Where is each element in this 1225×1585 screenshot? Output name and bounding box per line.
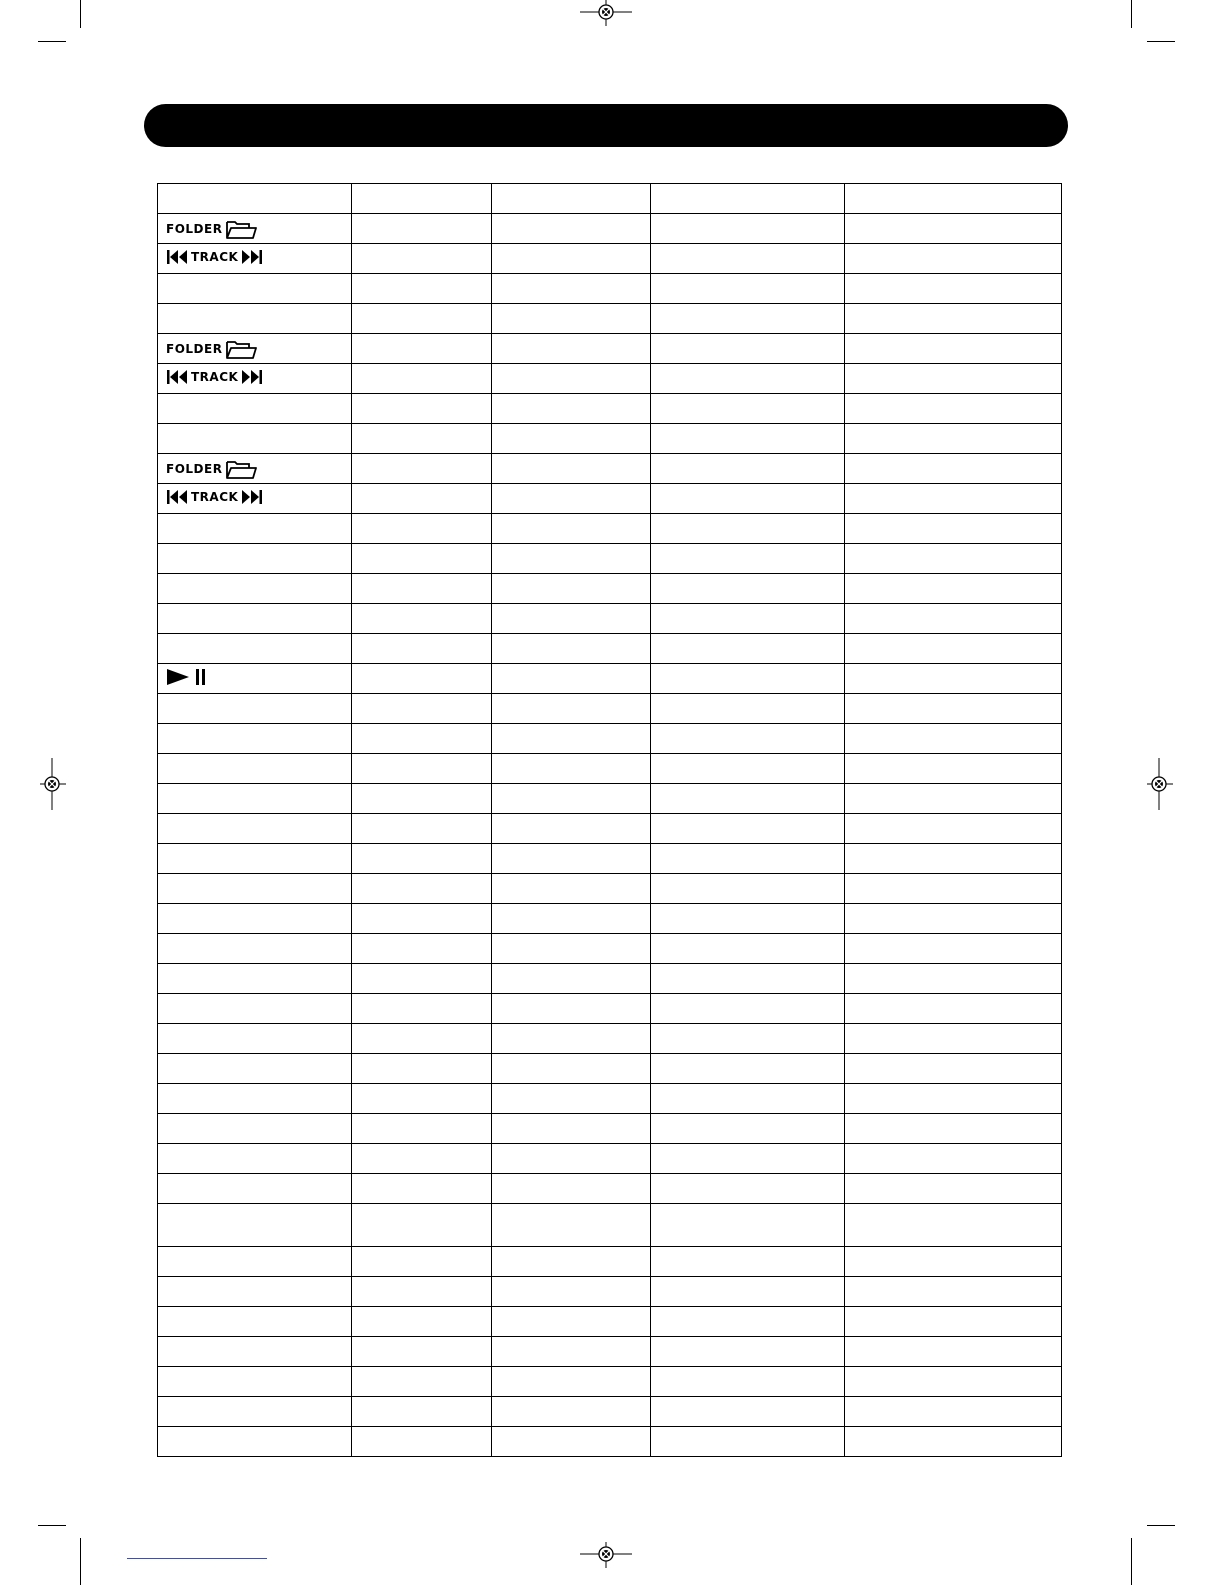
table-row bbox=[158, 544, 1062, 574]
table-cell bbox=[352, 694, 492, 724]
table-cell bbox=[158, 1247, 352, 1277]
table-cell bbox=[492, 334, 651, 364]
crop-mark bbox=[1147, 1525, 1175, 1526]
table-cell bbox=[352, 964, 492, 994]
table-cell bbox=[352, 364, 492, 394]
table-cell bbox=[158, 724, 352, 754]
table-cell bbox=[352, 784, 492, 814]
table-header-row bbox=[158, 184, 1062, 214]
table-cell bbox=[352, 574, 492, 604]
table-cell bbox=[158, 814, 352, 844]
table-row bbox=[158, 664, 1062, 694]
table-cell bbox=[158, 244, 352, 274]
table-cell bbox=[651, 1277, 845, 1307]
table-cell bbox=[352, 1247, 492, 1277]
table-cell bbox=[845, 544, 1062, 574]
table-row bbox=[158, 1144, 1062, 1174]
table-cell bbox=[158, 574, 352, 604]
table-cell bbox=[492, 844, 651, 874]
table-cell bbox=[352, 1204, 492, 1247]
table-cell bbox=[492, 394, 651, 424]
table-cell bbox=[651, 244, 845, 274]
table-row bbox=[158, 244, 1062, 274]
table-cell bbox=[352, 274, 492, 304]
table-cell bbox=[158, 1144, 352, 1174]
table-cell bbox=[845, 334, 1062, 364]
table-cell bbox=[158, 394, 352, 424]
crop-mark bbox=[1131, 0, 1132, 28]
table-cell bbox=[352, 1397, 492, 1427]
table-cell bbox=[352, 514, 492, 544]
table-row bbox=[158, 394, 1062, 424]
track-label: TRACK bbox=[191, 250, 239, 264]
table-row bbox=[158, 1337, 1062, 1367]
table-row bbox=[158, 1277, 1062, 1307]
table-cell bbox=[651, 994, 845, 1024]
header-bar bbox=[144, 104, 1068, 147]
table-row bbox=[158, 1367, 1062, 1397]
table-cell bbox=[492, 1204, 651, 1247]
table-cell bbox=[492, 604, 651, 634]
table-cell bbox=[845, 904, 1062, 934]
table-cell bbox=[845, 454, 1062, 484]
table-row bbox=[158, 1397, 1062, 1427]
table-cell bbox=[845, 1084, 1062, 1114]
spec-table bbox=[157, 183, 1062, 1457]
table-cell bbox=[352, 1024, 492, 1054]
table-cell bbox=[492, 514, 651, 544]
table-cell bbox=[651, 1024, 845, 1054]
table-cell bbox=[352, 1114, 492, 1144]
table-cell bbox=[651, 1204, 845, 1247]
table-cell bbox=[845, 1174, 1062, 1204]
table-cell bbox=[158, 664, 352, 694]
table-cell bbox=[651, 214, 845, 244]
table-cell bbox=[492, 1337, 651, 1367]
table-cell bbox=[492, 574, 651, 604]
table-cell bbox=[492, 1144, 651, 1174]
table-cell bbox=[845, 1247, 1062, 1277]
table-cell bbox=[158, 514, 352, 544]
table-cell bbox=[158, 1397, 352, 1427]
table-cell bbox=[158, 1174, 352, 1204]
table-cell bbox=[651, 1084, 845, 1114]
table-row bbox=[158, 754, 1062, 784]
table-cell bbox=[492, 424, 651, 454]
table-cell bbox=[492, 994, 651, 1024]
table-cell bbox=[352, 754, 492, 784]
table-cell bbox=[492, 694, 651, 724]
table-cell bbox=[492, 1307, 651, 1337]
table-cell bbox=[845, 604, 1062, 634]
track-label: TRACK bbox=[191, 490, 239, 504]
table-cell bbox=[651, 964, 845, 994]
table-row bbox=[158, 454, 1062, 484]
folder-icon bbox=[225, 218, 257, 240]
table-cell bbox=[352, 214, 492, 244]
table-cell bbox=[845, 484, 1062, 514]
table-cell bbox=[651, 1307, 845, 1337]
table-cell bbox=[845, 814, 1062, 844]
table-cell bbox=[845, 1367, 1062, 1397]
table-cell bbox=[492, 244, 651, 274]
table-cell bbox=[352, 1427, 492, 1457]
table-cell bbox=[352, 724, 492, 754]
table-cell bbox=[845, 1427, 1062, 1457]
table-cell bbox=[158, 334, 352, 364]
table-cell bbox=[158, 1277, 352, 1307]
table-cell bbox=[651, 364, 845, 394]
table-cell bbox=[492, 454, 651, 484]
table-row bbox=[158, 1084, 1062, 1114]
table-cell bbox=[158, 1114, 352, 1144]
table-cell bbox=[158, 784, 352, 814]
table-row bbox=[158, 1247, 1062, 1277]
table-cell bbox=[845, 574, 1062, 604]
table-cell bbox=[651, 514, 845, 544]
table-row bbox=[158, 634, 1062, 664]
table-cell bbox=[651, 694, 845, 724]
table-row bbox=[158, 1054, 1062, 1084]
table-cell bbox=[651, 1174, 845, 1204]
table-cell bbox=[158, 634, 352, 664]
table-cell bbox=[651, 334, 845, 364]
table-cell bbox=[492, 364, 651, 394]
table-row bbox=[158, 964, 1062, 994]
table-cell bbox=[352, 1084, 492, 1114]
skip-forward-icon bbox=[241, 249, 263, 265]
table-cell bbox=[492, 1367, 651, 1397]
table-cell bbox=[845, 304, 1062, 334]
table-cell bbox=[845, 694, 1062, 724]
table-cell bbox=[845, 964, 1062, 994]
table-cell bbox=[352, 874, 492, 904]
table-cell bbox=[352, 844, 492, 874]
folder-label: FOLDER bbox=[166, 221, 223, 236]
crop-mark bbox=[80, 1538, 81, 1585]
table-row bbox=[158, 844, 1062, 874]
table-cell bbox=[352, 394, 492, 424]
table-cell bbox=[158, 454, 352, 484]
crop-mark bbox=[38, 41, 66, 42]
table-cell bbox=[845, 1204, 1062, 1247]
folder-control bbox=[166, 218, 257, 240]
table-cell bbox=[651, 1054, 845, 1084]
table-row bbox=[158, 814, 1062, 844]
crop-mark bbox=[1147, 41, 1175, 42]
table-row bbox=[158, 514, 1062, 544]
table-cell bbox=[158, 994, 352, 1024]
table-cell bbox=[845, 1307, 1062, 1337]
table-cell bbox=[492, 184, 651, 214]
track-label: TRACK bbox=[191, 370, 239, 384]
table-cell bbox=[492, 874, 651, 904]
table-cell bbox=[845, 1397, 1062, 1427]
table-cell bbox=[651, 904, 845, 934]
table-cell bbox=[651, 424, 845, 454]
table-cell bbox=[845, 934, 1062, 964]
table-cell bbox=[845, 274, 1062, 304]
table-cell bbox=[492, 634, 651, 664]
table-cell bbox=[845, 214, 1062, 244]
table-cell bbox=[492, 904, 651, 934]
table-cell bbox=[492, 754, 651, 784]
table-cell bbox=[492, 934, 651, 964]
table-cell bbox=[352, 1367, 492, 1397]
table-cell bbox=[845, 1277, 1062, 1307]
table-row bbox=[158, 484, 1062, 514]
table-cell bbox=[651, 1367, 845, 1397]
table-cell bbox=[651, 274, 845, 304]
table-row bbox=[158, 274, 1062, 304]
table-cell bbox=[492, 1174, 651, 1204]
table-cell bbox=[845, 424, 1062, 454]
table-cell bbox=[651, 754, 845, 784]
table-cell bbox=[845, 634, 1062, 664]
table-cell bbox=[651, 844, 845, 874]
table-cell bbox=[651, 544, 845, 574]
table-row bbox=[158, 784, 1062, 814]
table-row bbox=[158, 1307, 1062, 1337]
table-cell bbox=[845, 994, 1062, 1024]
table-cell bbox=[158, 1204, 352, 1247]
table-cell bbox=[158, 874, 352, 904]
table-cell bbox=[845, 724, 1062, 754]
table-cell bbox=[651, 784, 845, 814]
table-cell bbox=[158, 214, 352, 244]
folder-label: FOLDER bbox=[166, 341, 223, 356]
table-cell bbox=[352, 544, 492, 574]
folder-icon bbox=[225, 338, 257, 360]
table-cell bbox=[158, 304, 352, 334]
table-cell bbox=[158, 1084, 352, 1114]
table-cell bbox=[845, 244, 1062, 274]
track-control bbox=[166, 489, 263, 505]
table-cell bbox=[492, 1084, 651, 1114]
table-cell bbox=[651, 304, 845, 334]
table-cell bbox=[845, 1054, 1062, 1084]
table-cell bbox=[352, 244, 492, 274]
table-cell bbox=[651, 1337, 845, 1367]
table-cell bbox=[845, 664, 1062, 694]
folder-label: FOLDER bbox=[166, 461, 223, 476]
table-cell bbox=[158, 964, 352, 994]
table-cell bbox=[651, 394, 845, 424]
table-cell bbox=[651, 664, 845, 694]
table-cell bbox=[845, 784, 1062, 814]
table-cell bbox=[158, 364, 352, 394]
table-cell bbox=[845, 184, 1062, 214]
table-cell bbox=[352, 184, 492, 214]
table-cell bbox=[158, 694, 352, 724]
table-cell bbox=[651, 1427, 845, 1457]
skip-forward-icon bbox=[241, 369, 263, 385]
folder-control bbox=[166, 458, 257, 480]
table-cell bbox=[352, 484, 492, 514]
skip-back-icon bbox=[166, 369, 188, 385]
table-cell bbox=[352, 1307, 492, 1337]
table-cell bbox=[352, 994, 492, 1024]
table-cell bbox=[845, 394, 1062, 424]
table-row bbox=[158, 1114, 1062, 1144]
table-cell bbox=[158, 1024, 352, 1054]
table-row bbox=[158, 994, 1062, 1024]
skip-forward-icon bbox=[241, 489, 263, 505]
table-cell bbox=[492, 214, 651, 244]
table-row bbox=[158, 1427, 1062, 1457]
crop-mark bbox=[38, 1525, 66, 1526]
table-row bbox=[158, 1174, 1062, 1204]
table-cell bbox=[492, 1054, 651, 1084]
table-cell bbox=[651, 814, 845, 844]
table-cell bbox=[651, 1247, 845, 1277]
table-row bbox=[158, 1204, 1062, 1247]
table-cell bbox=[492, 1247, 651, 1277]
table-row bbox=[158, 214, 1062, 244]
table-cell bbox=[158, 934, 352, 964]
table-cell bbox=[845, 1114, 1062, 1144]
table-cell bbox=[352, 814, 492, 844]
table-cell bbox=[492, 1114, 651, 1144]
table-cell bbox=[651, 1144, 845, 1174]
registration-mark-icon bbox=[580, 1542, 632, 1568]
table-cell bbox=[158, 754, 352, 784]
track-control bbox=[166, 249, 263, 265]
table-cell bbox=[845, 754, 1062, 784]
table-cell bbox=[158, 274, 352, 304]
table-row bbox=[158, 574, 1062, 604]
table-row bbox=[158, 904, 1062, 934]
table-cell bbox=[492, 814, 651, 844]
table-cell bbox=[158, 544, 352, 574]
table-cell bbox=[158, 1054, 352, 1084]
table-cell bbox=[492, 664, 651, 694]
table-row bbox=[158, 364, 1062, 394]
table-cell bbox=[352, 424, 492, 454]
table-row bbox=[158, 334, 1062, 364]
table-cell bbox=[352, 454, 492, 484]
table-cell bbox=[158, 604, 352, 634]
skip-back-icon bbox=[166, 489, 188, 505]
table-cell bbox=[651, 934, 845, 964]
table-cell bbox=[845, 844, 1062, 874]
table-cell bbox=[651, 604, 845, 634]
table-cell bbox=[651, 484, 845, 514]
table-cell bbox=[352, 904, 492, 934]
footer-link-underline bbox=[127, 1558, 267, 1559]
table-cell bbox=[651, 634, 845, 664]
table-cell bbox=[651, 184, 845, 214]
table-cell bbox=[845, 364, 1062, 394]
table-cell bbox=[352, 1144, 492, 1174]
table-row bbox=[158, 934, 1062, 964]
table-cell bbox=[845, 1144, 1062, 1174]
table-cell bbox=[492, 964, 651, 994]
table-cell bbox=[492, 1427, 651, 1457]
table-cell bbox=[651, 1397, 845, 1427]
table-cell bbox=[158, 1337, 352, 1367]
table-cell bbox=[352, 664, 492, 694]
table-cell bbox=[352, 1174, 492, 1204]
table-cell bbox=[492, 1277, 651, 1307]
folder-icon bbox=[225, 458, 257, 480]
registration-mark-icon bbox=[1147, 758, 1173, 810]
folder-control bbox=[166, 338, 257, 360]
table-cell bbox=[158, 844, 352, 874]
track-control bbox=[166, 369, 263, 385]
table-cell bbox=[158, 904, 352, 934]
crop-mark bbox=[1131, 1538, 1132, 1585]
table-cell bbox=[158, 1307, 352, 1337]
table-cell bbox=[845, 1337, 1062, 1367]
table-cell bbox=[492, 304, 651, 334]
table-row bbox=[158, 694, 1062, 724]
crop-mark bbox=[80, 0, 81, 28]
table-cell bbox=[492, 1024, 651, 1054]
table-cell bbox=[352, 1337, 492, 1367]
table-cell bbox=[492, 784, 651, 814]
table-row bbox=[158, 604, 1062, 634]
table-cell bbox=[352, 304, 492, 334]
play-pause-icon bbox=[166, 667, 212, 687]
table-cell bbox=[845, 514, 1062, 544]
table-cell bbox=[651, 874, 845, 904]
table-cell bbox=[158, 1427, 352, 1457]
table-cell bbox=[158, 184, 352, 214]
table-cell bbox=[352, 1277, 492, 1307]
table-cell bbox=[352, 1054, 492, 1084]
table-cell bbox=[492, 724, 651, 754]
table-row bbox=[158, 1024, 1062, 1054]
table-cell bbox=[651, 574, 845, 604]
table-cell bbox=[158, 424, 352, 454]
registration-mark-icon bbox=[40, 758, 66, 810]
table-cell bbox=[158, 484, 352, 514]
table-cell bbox=[352, 634, 492, 664]
table-cell bbox=[158, 1367, 352, 1397]
table-cell bbox=[492, 1397, 651, 1427]
table-cell bbox=[492, 544, 651, 574]
table-cell bbox=[651, 1114, 845, 1144]
table-cell bbox=[845, 1024, 1062, 1054]
table-cell bbox=[651, 454, 845, 484]
table-cell bbox=[651, 724, 845, 754]
table-cell bbox=[845, 874, 1062, 904]
table-row bbox=[158, 304, 1062, 334]
table-cell bbox=[492, 274, 651, 304]
table-cell bbox=[352, 934, 492, 964]
table-row bbox=[158, 724, 1062, 754]
table-row bbox=[158, 874, 1062, 904]
table-row bbox=[158, 424, 1062, 454]
table-cell bbox=[352, 334, 492, 364]
registration-mark-icon bbox=[580, 0, 632, 26]
skip-back-icon bbox=[166, 249, 188, 265]
table-cell bbox=[352, 604, 492, 634]
table-cell bbox=[492, 484, 651, 514]
